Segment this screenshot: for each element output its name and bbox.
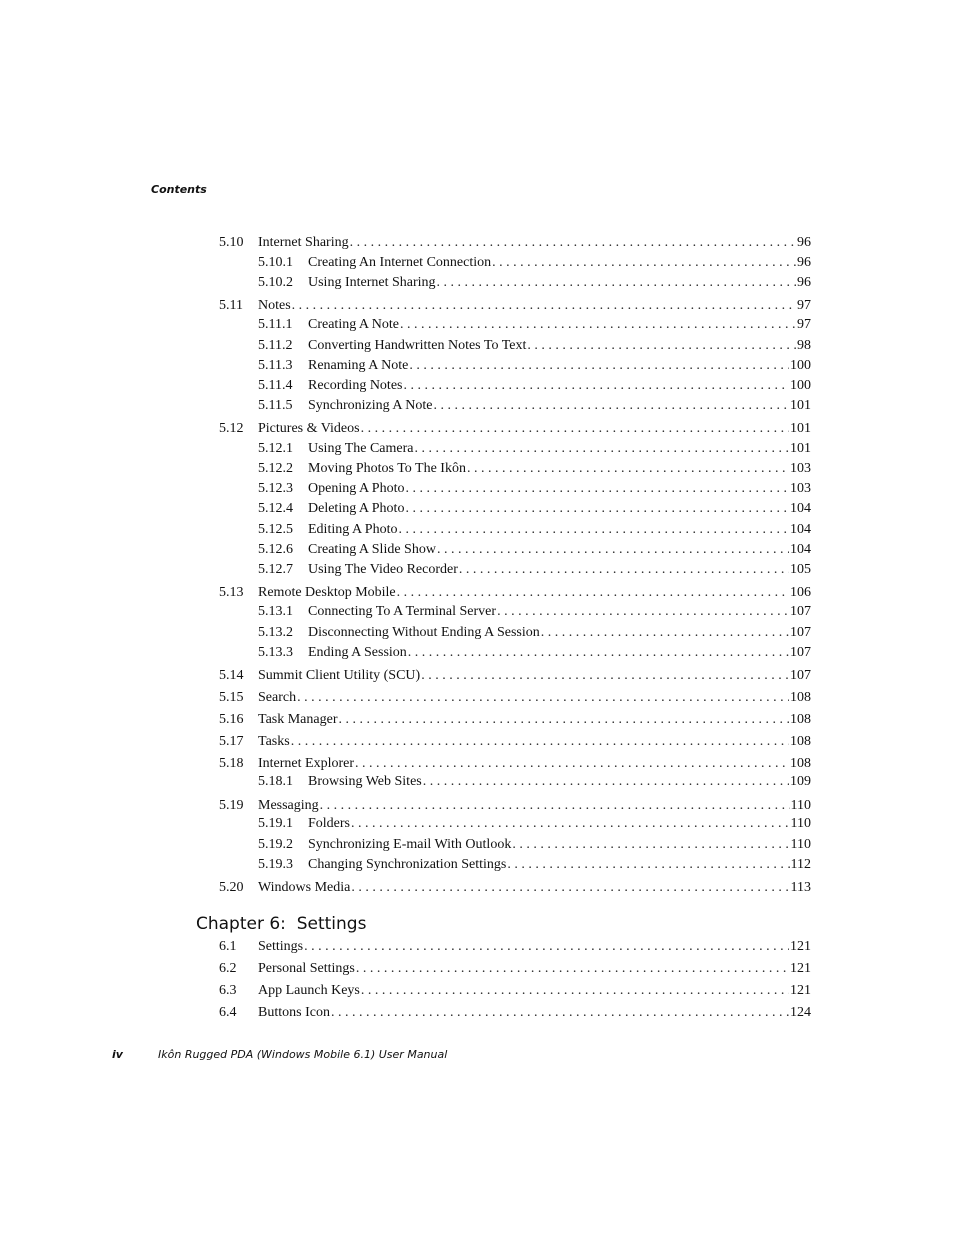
toc-title: Converting Handwritten Notes To Text (308, 338, 527, 353)
toc-page-number: 96 (797, 255, 811, 270)
toc-page-number: 108 (790, 690, 811, 705)
toc-subsection-entry (258, 397, 811, 415)
toc-title: Ending A Session (308, 645, 407, 660)
dot-leader (409, 357, 789, 375)
dot-leader (350, 234, 796, 252)
toc-title: Synchronizing E-mail With Outlook (308, 837, 512, 852)
toc-page-number: 106 (790, 585, 811, 600)
toc-subsection-entry (258, 357, 811, 375)
toc-subsection-entry (258, 644, 811, 662)
dot-leader (351, 879, 789, 897)
toc-number: 5.14 (219, 668, 244, 683)
dot-leader (304, 938, 789, 956)
toc-page-number: 103 (790, 461, 811, 476)
dot-leader (541, 624, 789, 642)
toc-title: Connecting To A Terminal Server (308, 604, 497, 619)
toc-title: Windows Media (258, 880, 351, 895)
toc-number: 5.17 (219, 734, 244, 749)
toc-page-number: 113 (790, 880, 811, 895)
dot-leader (437, 274, 796, 292)
toc-page-number: 100 (790, 358, 811, 373)
dot-leader (355, 755, 789, 773)
toc-number: 5.12.6 (258, 542, 293, 557)
toc-title: Creating A Slide Show (308, 542, 436, 557)
toc-page-number: 98 (797, 338, 811, 353)
toc-subsection-entry (258, 541, 811, 559)
toc-number: 5.10.1 (258, 255, 293, 270)
toc-title: Pictures & Videos (258, 421, 360, 436)
toc-title: Task Manager (258, 712, 338, 727)
toc-number: 5.11.5 (258, 398, 293, 413)
dot-leader (361, 982, 789, 1000)
toc-subsection-entry (258, 377, 811, 395)
toc-title: Messaging (258, 798, 319, 813)
toc-title: Editing A Photo (308, 522, 398, 537)
toc-section-entry (219, 689, 811, 707)
toc-title: Disconnecting Without Ending A Session (308, 625, 540, 640)
dot-leader (339, 711, 790, 729)
dot-leader (492, 254, 796, 272)
toc-subsection-entry (258, 500, 811, 518)
toc-section-entry (219, 711, 811, 729)
dot-leader (421, 667, 789, 685)
dot-leader (398, 521, 789, 539)
toc-subsection-entry (258, 815, 811, 833)
toc-page-number: 124 (790, 1005, 811, 1020)
toc-number: 5.16 (219, 712, 244, 727)
toc-section-entry (219, 1004, 811, 1022)
toc-title: Folders (308, 816, 350, 831)
toc-title: Moving Photos To The Ikôn (308, 461, 466, 476)
toc-subsection-entry (258, 603, 811, 621)
toc-page-number: 105 (790, 562, 811, 577)
toc-title: Changing Synchronization Settings (308, 857, 507, 872)
toc-page-number: 110 (790, 798, 811, 813)
toc-number: 5.18 (219, 756, 244, 771)
toc-subsection-entry (258, 316, 811, 334)
toc-number: 5.11.2 (258, 338, 293, 353)
toc-page-number: 101 (790, 421, 811, 436)
toc-page-number: 107 (790, 625, 811, 640)
toc-number: 5.10 (219, 235, 244, 250)
dot-leader (497, 603, 789, 621)
toc-section-entry (219, 667, 811, 685)
toc-subsection-entry (258, 274, 811, 292)
toc-subsection-entry (258, 480, 811, 498)
dot-leader (291, 733, 789, 751)
dot-leader (433, 397, 789, 415)
toc-title: Using The Camera (308, 441, 414, 456)
dot-leader (356, 960, 789, 978)
toc-title: Internet Explorer (258, 756, 355, 771)
toc-number: 5.12.7 (258, 562, 293, 577)
toc-subsection-entry (258, 254, 811, 272)
toc-title: Internet Sharing (258, 235, 349, 250)
dot-leader (400, 316, 796, 334)
dot-leader (397, 584, 789, 602)
toc-subsection-entry (258, 440, 811, 458)
toc-page-number: 101 (790, 398, 811, 413)
toc-title: Using Internet Sharing (308, 275, 436, 290)
toc-section-entry (219, 733, 811, 751)
toc-number: 5.13.1 (258, 604, 293, 619)
toc-title: Buttons Icon (258, 1005, 330, 1020)
toc-subsection-entry (258, 561, 811, 579)
dot-leader (405, 480, 789, 498)
toc-section-entry (219, 982, 811, 1000)
toc-title: Creating A Note (308, 317, 399, 332)
toc-page-number: 108 (790, 756, 811, 771)
toc-page-number: 107 (790, 604, 811, 619)
toc-number: 5.11.4 (258, 378, 293, 393)
dot-leader (507, 856, 789, 874)
dot-leader (415, 440, 790, 458)
toc-page-number: 112 (790, 857, 811, 872)
toc-number: 5.11 (219, 298, 243, 313)
toc-section-entry (219, 755, 811, 773)
toc-title: Settings (258, 939, 304, 954)
running-header: Contents (151, 183, 207, 196)
toc-number: 5.12 (219, 421, 244, 436)
dot-leader (405, 500, 789, 518)
toc-subsection-entry (258, 337, 811, 355)
toc-number: 5.19.1 (258, 816, 293, 831)
toc-number: 5.11.3 (258, 358, 293, 373)
toc-title: Deleting A Photo (308, 501, 405, 516)
toc-number: 5.12.3 (258, 481, 293, 496)
dot-leader (512, 836, 789, 854)
toc-title: Recording Notes (308, 378, 403, 393)
toc-page-number: 121 (790, 961, 811, 976)
footer-manual-title: Ikôn Rugged PDA (Windows Mobile 6.1) User Manual (158, 1048, 448, 1061)
toc-number: 5.20 (219, 880, 244, 895)
toc-number: 5.18.1 (258, 774, 293, 789)
toc-number: 5.13 (219, 585, 244, 600)
toc-title: Renaming A Note (308, 358, 409, 373)
dot-leader (408, 644, 789, 662)
toc-title: Browsing Web Sites (308, 774, 422, 789)
toc-number: 5.12.4 (258, 501, 293, 516)
dot-leader (331, 1004, 789, 1022)
toc-page-number: 97 (797, 298, 811, 313)
toc-section-entry (219, 879, 811, 897)
toc-page-number: 104 (790, 542, 811, 557)
toc-page-number: 110 (790, 837, 811, 852)
toc-number: 6.4 (219, 1005, 237, 1020)
toc-number: 6.1 (219, 939, 237, 954)
toc-title: Synchronizing A Note (308, 398, 433, 413)
toc-title: Notes (258, 298, 291, 313)
toc-page-number: 104 (790, 501, 811, 516)
dot-leader (292, 297, 796, 315)
toc-subsection-entry (258, 773, 811, 791)
toc-page-number: 110 (790, 816, 811, 831)
toc-section-entry (219, 960, 811, 978)
toc-subsection-entry (258, 460, 811, 478)
toc-page-number: 96 (797, 235, 811, 250)
toc-number: 5.11.1 (258, 317, 293, 332)
toc-title: Opening A Photo (308, 481, 405, 496)
toc-section-entry (219, 297, 811, 315)
toc-title: Creating An Internet Connection (308, 255, 492, 270)
toc-section-entry (219, 234, 811, 252)
toc-section-entry (219, 938, 811, 956)
dot-leader (361, 420, 789, 438)
toc-page-number: 108 (790, 712, 811, 727)
toc-page-number: 100 (790, 378, 811, 393)
toc-title: Tasks (258, 734, 290, 749)
dot-leader (467, 460, 789, 478)
dot-leader (403, 377, 789, 395)
toc-number: 5.12.2 (258, 461, 293, 476)
toc-page-number: 96 (797, 275, 811, 290)
dot-leader (320, 797, 790, 815)
toc-title: Personal Settings (258, 961, 355, 976)
toc-title: App Launch Keys (258, 983, 360, 998)
chapter-heading: Chapter 6: Settings (196, 914, 367, 934)
dot-leader (297, 689, 789, 707)
toc-subsection-entry (258, 521, 811, 539)
toc-title: Remote Desktop Mobile (258, 585, 396, 600)
toc-subsection-entry (258, 624, 811, 642)
toc-page-number: 109 (790, 774, 811, 789)
toc-page-number: 121 (790, 939, 811, 954)
toc-title: Summit Client Utility (SCU) (258, 668, 421, 683)
toc-page-number: 101 (790, 441, 811, 456)
toc-number: 6.2 (219, 961, 237, 976)
toc-page-number: 121 (790, 983, 811, 998)
toc-title: Search (258, 690, 297, 705)
dot-leader (423, 773, 789, 791)
dot-leader (437, 541, 789, 559)
toc-number: 5.12.1 (258, 441, 293, 456)
toc-page-number: 104 (790, 522, 811, 537)
toc-number: 6.3 (219, 983, 237, 998)
toc-number: 5.10.2 (258, 275, 293, 290)
toc-title: Using The Video Recorder (308, 562, 458, 577)
footer-page-number: iv (112, 1048, 123, 1061)
toc-section-entry (219, 797, 811, 815)
toc-number: 5.13.3 (258, 645, 293, 660)
dot-leader (351, 815, 790, 833)
toc-page-number: 108 (790, 734, 811, 749)
toc-subsection-entry (258, 856, 811, 874)
toc-page-number: 107 (790, 645, 811, 660)
dot-leader (527, 337, 796, 355)
toc-number: 5.12.5 (258, 522, 293, 537)
dot-leader (459, 561, 789, 579)
toc-section-entry (219, 420, 811, 438)
toc-subsection-entry (258, 836, 811, 854)
toc-page-number: 103 (790, 481, 811, 496)
toc-number: 5.19.2 (258, 837, 293, 852)
toc-number: 5.15 (219, 690, 244, 705)
toc-page-number: 107 (790, 668, 811, 683)
toc-section-entry (219, 584, 811, 602)
toc-number: 5.19 (219, 798, 244, 813)
toc-number: 5.13.2 (258, 625, 293, 640)
toc-page-number: 97 (797, 317, 811, 332)
toc-number: 5.19.3 (258, 857, 293, 872)
